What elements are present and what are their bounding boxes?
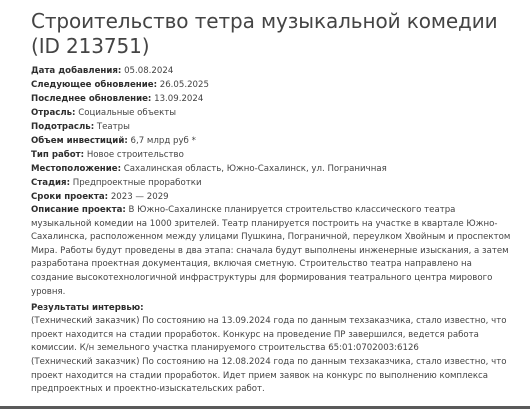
field-value: Предпроектные проработки bbox=[72, 178, 202, 188]
field-label: Тип работ: bbox=[31, 150, 85, 160]
field-label: Местоположение: bbox=[31, 164, 122, 174]
field-value: 6,7 млрд руб * bbox=[130, 136, 196, 146]
field-value: Новое строительство bbox=[86, 150, 184, 160]
field-label: Стадия: bbox=[31, 178, 71, 188]
description-text: В Южно-Сахалинске планируется строительство классического театра музыкальной комедии на 1000 зрителей. Театр планируется построить на участке в квартале Южно-Сахалинска, расположенном между улицами Пушкина, Пограничной, переулком Хвойным и проспектом Мира. Работы будут проведены в два этапа: сначала будут выполнены инженерные изыскания, а затем разработана проектная документация, включая сметную. Строительство театра направлено на создание высокотехнологичной инфраструктуры для формирования театрального центра мирового уровня. bbox=[31, 205, 511, 297]
interview-entry: (Технический заказчик) По состоянию на 12.08.2024 года по данным техзаказчика, стало известно, что проект находится на стадии проработок. Идет прием заявок на конкурс по выполнению комплекса предпроектных и проектно-изыскательских работ. bbox=[31, 356, 507, 395]
field-value: Театры bbox=[96, 122, 130, 132]
field-date-added bbox=[31, 64, 511, 78]
field-value: 13.09.2024 bbox=[154, 94, 204, 104]
field-label: Дата добавления: bbox=[31, 66, 122, 76]
field-value: 05.08.2024 bbox=[124, 66, 174, 76]
page-title: Строительство тетра музыкальной комедии (ID 213751) bbox=[31, 9, 498, 58]
field-value: 26.05.2025 bbox=[159, 80, 209, 90]
field-investment bbox=[31, 134, 511, 148]
field-label: Отрасль: bbox=[31, 108, 76, 118]
project-fields bbox=[31, 64, 511, 204]
project-description bbox=[31, 204, 511, 299]
field-label: Подотрасль: bbox=[31, 122, 95, 132]
field-industry bbox=[31, 106, 511, 120]
field-label: Последнее обновление: bbox=[31, 94, 152, 104]
field-label: Следующее обновление: bbox=[31, 80, 158, 90]
field-next-update bbox=[31, 78, 511, 92]
field-subindustry bbox=[31, 120, 511, 134]
results-label: Результаты интервью: bbox=[31, 303, 144, 314]
field-label: Объем инвестиций: bbox=[31, 136, 128, 146]
field-value: Социальные объекты bbox=[78, 108, 177, 118]
field-work-type bbox=[31, 148, 511, 162]
field-stage bbox=[31, 176, 511, 190]
description-label: Описание проекта: bbox=[31, 205, 126, 215]
field-timeline bbox=[31, 190, 511, 204]
field-value: Сахалинская область, Южно-Сахалинск, ул. Пограничная bbox=[123, 164, 387, 174]
field-label: Сроки проекта: bbox=[31, 192, 109, 202]
field-value: 2023 — 2029 bbox=[110, 192, 169, 202]
field-last-update bbox=[31, 92, 511, 106]
interview-entry: (Технический заказчик) По состоянию на 13.09.2024 года по данным техзаказчика, стало известно, что проект находится на стадии проработок. Конкурс на проведение ПР завершился, ведется работа комиссии. К/н земельного участка планируемого строительства 65:01:0702003:6126 bbox=[31, 316, 507, 354]
project-card bbox=[31, 9, 511, 397]
field-location bbox=[31, 162, 511, 176]
